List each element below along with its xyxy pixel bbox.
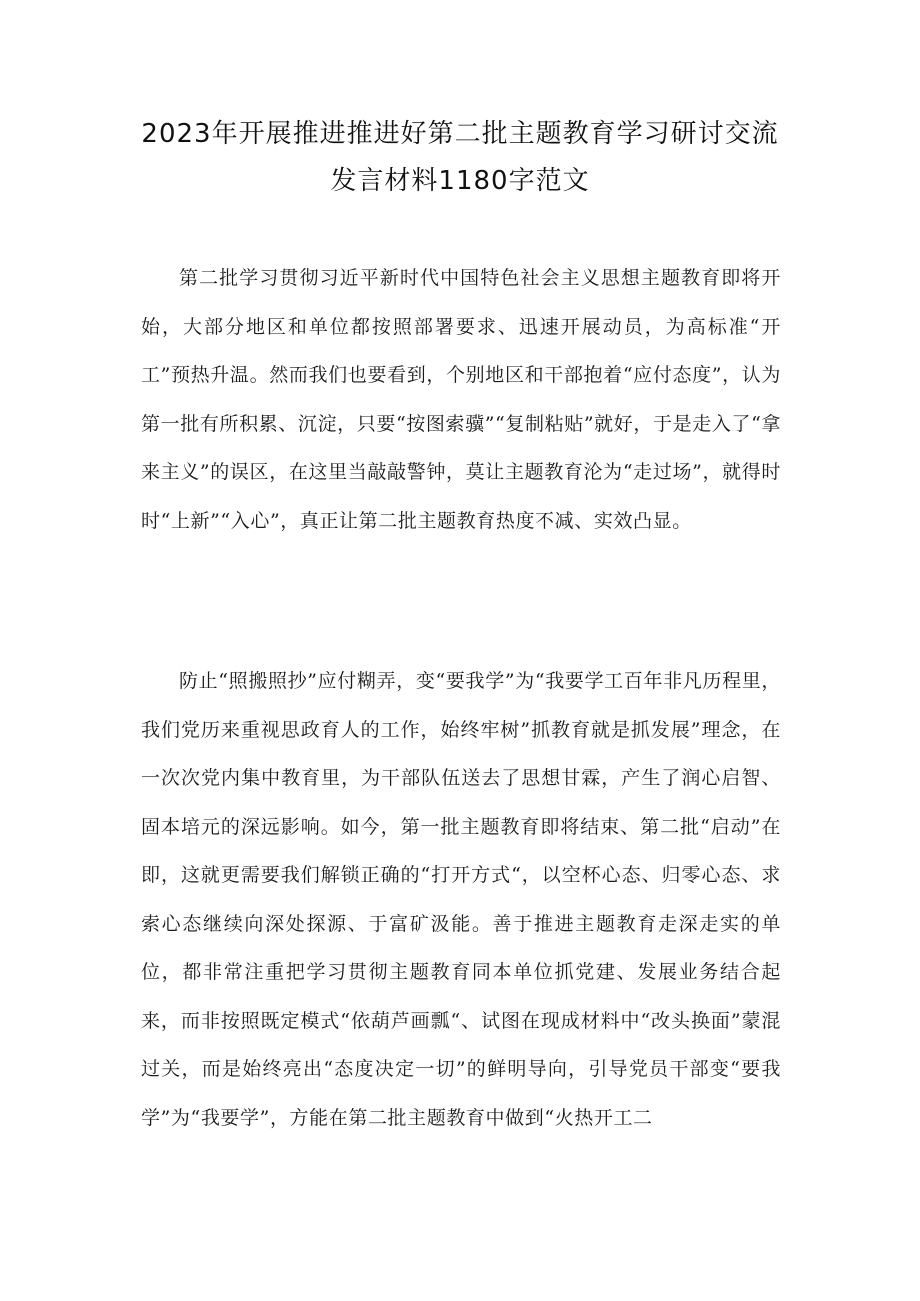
document-title: 2023年开展推进推进好第二批主题教育学习研讨交流发言材料1180字范文 bbox=[141, 119, 779, 196]
paragraph-intro: 第二批学习贯彻习近平新时代中国特色社会主义思想主题教育即将开始，大部分地区和单位都按照部署要求、迅速开展动员，为高标准“开工”预热升温。然而我们也要看到，个别地区和干部抱着“应付态度”，认为第一批有所积累、沉淀，只要“按图索骥”“复制粘贴”就好，于是走入了“拿来主义”的误区，在这里当敲敲警钟，莫让主题教育沦为“走过场”，就得时时“上新”“入心”，真正让第二批主题教育热度不减、实效凸显。 bbox=[141, 267, 781, 532]
paragraph-body: 防止“照搬照抄”应付糊弄，变“要我学”为“我要学工百年非凡历程里，我们党历来重视思政育人的工作，始终牢树”抓教育就是抓发展”理念，在一次次党内集中教育里，为干部队伍送去了思想甘霖，产生了润心启智、固本培元的深远影响。如今，第一批主题教育即将结束、第二批“启动”在即，这就更需要我们解锁正确的“打开方式“，以空杯心态、归零心态、求索心态继续向深处探源、于富矿汲能。善于推进主题教育走深走实的单位，都非常注重把学习贯彻主题教育同本单位抓党建、发展业务结合起来，而非按照既定模式“依葫芦画瓢“、试图在现成材料中“改头换面”蒙混过关，而是始终亮出“态度决定一切”的鲜明导向，引导党员干部变“要我学”为“我要学”，方能在第二批主题教育中做到“火热开工二 bbox=[141, 670, 781, 1129]
